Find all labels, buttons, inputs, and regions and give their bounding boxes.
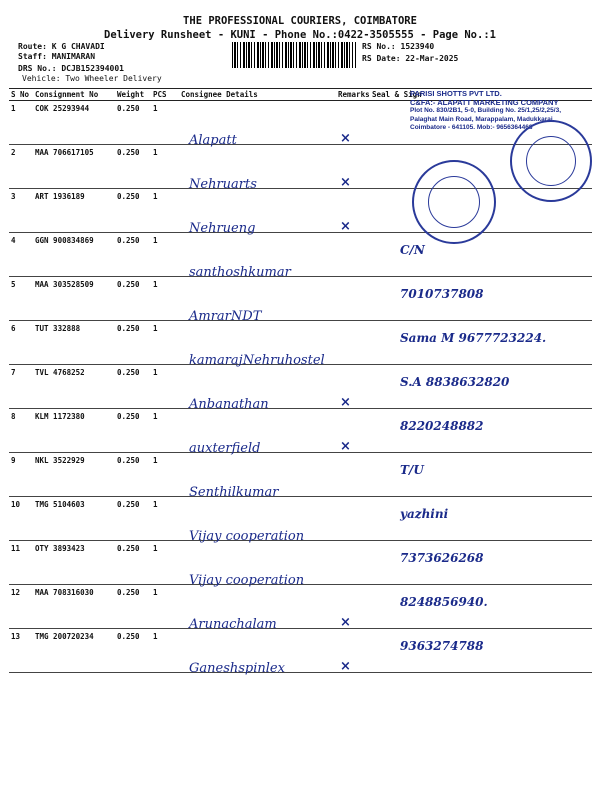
cell-seal-sign [370,497,592,541]
cell-pcs: 1 [151,101,179,145]
cell-pcs: 1 [151,453,179,497]
consignee-handwriting: Senthilkumar [189,485,279,500]
cell-wt: 0.250 [115,189,151,233]
signature-text: 8220248882 [400,419,484,433]
cell-wt: 0.250 [115,365,151,409]
barcode [232,42,356,68]
cell-remarks [336,585,370,629]
col-weight: Weight [115,89,151,101]
cell-consignee [179,321,336,368]
cell-remarks [336,497,370,541]
cell-consignee [179,145,336,192]
table-row [9,145,592,189]
cell-remarks [336,321,370,365]
signature-text: C/N [400,243,425,257]
cell-sno: 1 [9,101,33,145]
cell-wt: 0.250 [115,629,151,673]
cross-mark-icon: × [340,439,351,454]
runsheet-subtitle: Delivery Runsheet - KUNI - Phone No.:0422-3505555 - Page No.:1 [104,29,496,41]
college-seal [412,160,496,244]
cell-pcs: 1 [151,629,179,673]
cell-seal-sign [370,321,592,365]
col-seal-sign: Seal & Sign [370,89,592,101]
rs-date: RS Date: 22-Mar-2025 [362,54,459,63]
cell-seal-sign [370,541,592,585]
cell-sno: 6 [9,321,33,365]
rs-number: RS No.: 1523940 [362,42,435,51]
col-sno: S No [9,89,33,101]
cell-consignee [179,233,336,280]
cell-wt: 0.250 [115,321,151,365]
cell-consignee [179,541,336,588]
cell-sno: 3 [9,189,33,233]
route-label: Route: K G CHAVADI [18,42,105,51]
consignee-handwriting: Anbanathan [189,397,269,412]
consignee-handwriting: Nehrueng [189,221,256,236]
cell-pcs: 1 [151,277,179,321]
table-row [9,541,592,585]
vehicle-label: Vehicle: Two Wheeler Delivery [22,74,162,83]
col-consignment: Consignment No [33,89,115,101]
cell-cn: MAA 303528509 [33,277,115,321]
cell-wt: 0.250 [115,585,151,629]
consignee-handwriting: Vijay cooperation [189,573,305,588]
cell-cn: NKL 3522929 [33,453,115,497]
cell-cn: MAA 708316030 [33,585,115,629]
cross-mark-icon: × [340,395,351,410]
stamp-line: C&FA:- ALAPATT MARKETING COMPANY [410,97,559,107]
table-row [9,189,592,233]
consignee-handwriting: Ganeshspinlex [189,661,285,676]
cell-seal-sign [370,277,592,321]
consignee-handwriting: Alapatt [189,133,237,148]
runsheet-table [9,88,592,676]
cell-cn: ART 1936189 [33,189,115,233]
cell-sno: 13 [9,629,33,673]
table-row [9,453,592,497]
cell-consignee [179,497,336,544]
company-title: THE PROFESSIONAL COURIERS, COIMBATORE [183,15,417,27]
signature-text: 7010737808 [400,287,484,301]
cell-remarks [336,409,370,453]
cell-pcs: 1 [151,145,179,189]
signature-text: T/U [400,463,424,477]
consignee-handwriting: AmrarNDT [189,309,262,324]
cell-sno: 11 [9,541,33,585]
cell-seal-sign [370,233,592,277]
cell-pcs: 1 [151,189,179,233]
cell-remarks [336,365,370,409]
signature-text: yazhini [400,507,449,521]
consignee-handwriting: Arunachalam [189,617,277,632]
cell-pcs: 1 [151,497,179,541]
cell-cn: TMG 200720234 [33,629,115,673]
cell-wt: 0.250 [115,409,151,453]
cell-seal-sign [370,409,592,453]
cell-consignee [179,101,336,148]
cell-sno: 9 [9,453,33,497]
cell-pcs: 1 [151,233,179,277]
cross-mark-icon: × [340,659,351,674]
cell-pcs: 1 [151,585,179,629]
stamp-line: Plot No. 830/2B1, 5-0, Building No. 25/1,25/2,25/3, [410,107,561,114]
table-row [9,365,592,409]
cross-mark-icon: × [340,131,351,146]
cell-remarks [336,189,370,233]
cell-sno: 8 [9,409,33,453]
stamp-line: PARISI SHOTTS PVT LTD. [410,89,502,98]
cell-remarks [336,233,370,277]
cell-sno: 5 [9,277,33,321]
cell-cn: TMG 5104603 [33,497,115,541]
cell-consignee [179,453,336,500]
cell-sno: 7 [9,365,33,409]
cell-sno: 12 [9,585,33,629]
cell-wt: 0.250 [115,233,151,277]
cell-cn: OTY 3893423 [33,541,115,585]
cell-consignee [179,277,336,324]
cell-remarks [336,277,370,321]
cell-pcs: 1 [151,321,179,365]
table-row [9,233,592,277]
col-pcs: PCS [151,89,179,101]
col-consignee: Consignee Details [179,89,336,101]
signature-text: Sama M 9677723224. [400,331,547,345]
table-row [9,277,592,321]
cell-seal-sign [370,453,592,497]
signature-text: S.A 8838632820 [400,375,510,389]
cross-mark-icon: × [340,615,351,630]
cell-consignee [179,629,336,676]
cell-remarks [336,145,370,189]
table-row [9,321,592,365]
cell-wt: 0.250 [115,145,151,189]
cell-remarks [336,453,370,497]
college-seal-2 [510,120,592,202]
cell-cn: TUT 332888 [33,321,115,365]
cell-consignee [179,365,336,412]
cell-cn: TVL 4768252 [33,365,115,409]
cell-wt: 0.250 [115,497,151,541]
table-row [9,585,592,629]
cell-sno: 2 [9,145,33,189]
table-row [9,409,592,453]
cell-wt: 0.250 [115,277,151,321]
col-remarks: Remarks [338,90,370,99]
cell-sno: 4 [9,233,33,277]
cell-cn: MAA 706617105 [33,145,115,189]
cell-cn: KLM 1172380 [33,409,115,453]
consignee-handwriting: kamarajNehruhostel [189,353,325,368]
table-row [9,497,592,541]
stamp-line: Palaghat Main Road, Marappalam, Madukkarai, [410,115,555,123]
drs-label: DRS No.: DCJB152394001 [18,64,124,73]
signature-text: 9363274788 [400,639,484,653]
consignee-handwriting: auxterfield [189,441,261,456]
cross-mark-icon: × [340,175,351,190]
cell-wt: 0.250 [115,541,151,585]
cell-seal-sign [370,585,592,629]
cell-cn: GGN 900834869 [33,233,115,277]
cell-seal-sign [370,629,592,673]
consignee-handwriting: Nehruarts [189,177,257,192]
consignee-handwriting: santhoshkumar [189,265,291,280]
consignee-handwriting: Vijay cooperation [189,529,305,544]
cell-remarks [336,629,370,673]
cell-remarks [336,101,370,145]
cell-cn: COK 25293944 [33,101,115,145]
signature-text: 7373626268 [400,551,484,565]
cell-pcs: 1 [151,365,179,409]
cell-remarks [336,541,370,585]
stamp-line: Coimbatore - 641105. Mob:- 9656364468 [410,124,533,131]
cell-wt: 0.250 [115,453,151,497]
cell-consignee [179,585,336,632]
cell-consignee [179,409,336,456]
staff-label: Staff: MANIMARAN [18,52,96,61]
cell-wt: 0.250 [115,101,151,145]
table-row [9,629,592,673]
cross-mark-icon: × [340,219,351,234]
signature-text: 8248856940. [400,595,488,609]
cell-consignee [179,189,336,236]
cell-sno: 10 [9,497,33,541]
cell-seal-sign [370,365,592,409]
cell-pcs: 1 [151,541,179,585]
cell-pcs: 1 [151,409,179,453]
